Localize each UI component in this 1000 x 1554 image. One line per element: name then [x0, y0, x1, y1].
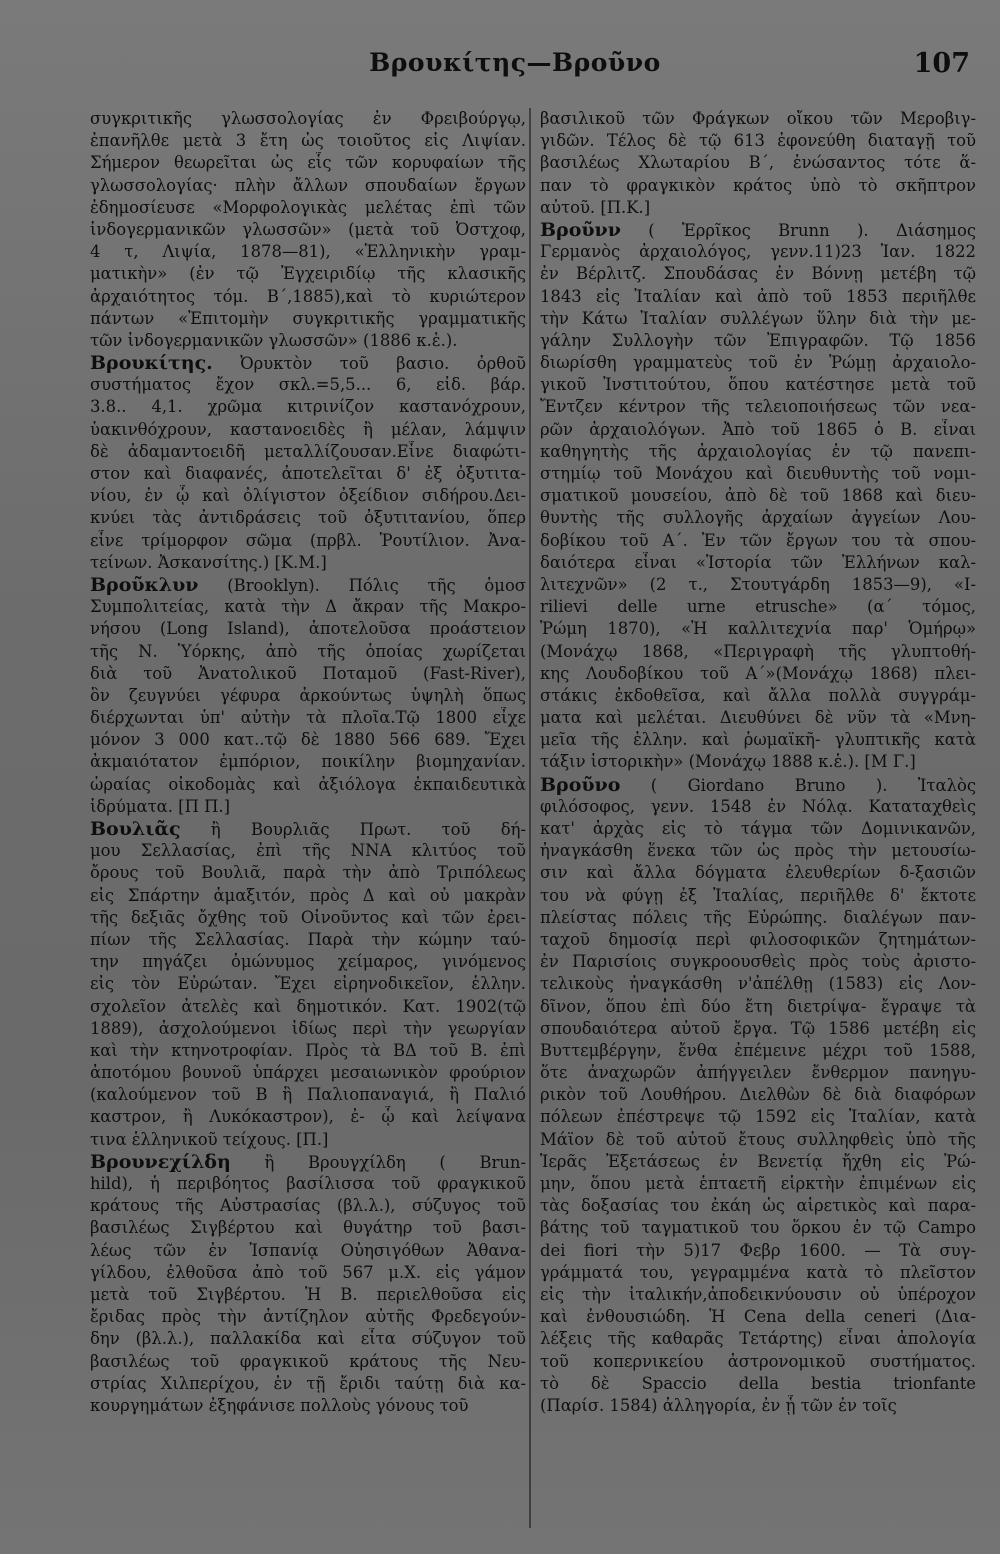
- line-text: καστρον, ἢ Λυκόκαστρον), ἐ- ᾧ καὶ λείψανα: [90, 1107, 526, 1127]
- text-line: [90, 796, 526, 818]
- text-line: [540, 241, 976, 263]
- line-text: δαιότερα εἶναι «Ἱστορία τῶν Ἑλλήνων καλ-: [540, 552, 976, 572]
- line-text: την πηγάζει ὁμώνυμος χείμαρος, γινόμενος: [90, 952, 526, 972]
- line-text: 1843 εἰς Ἰταλίαν καὶ ἀπὸ τοῦ 1853 περιῆλθε: [540, 286, 976, 306]
- text-line: [540, 1062, 976, 1084]
- text-line: [90, 130, 526, 152]
- text-line: [90, 663, 526, 685]
- line-text: ρικὸν τοῦ Λουθήρου. Διελθὼν δὲ διὰ διαφόρων: [540, 1085, 976, 1105]
- line-text: τῶν ἰνδογερμανικῶν γλωσσῶν» (1886 κ.ἑ.).: [90, 330, 458, 350]
- line-text: τὸ δὲ Spaccio della bestia trionfante: [540, 1373, 976, 1393]
- line-text: ὃν ζευγνύει γέφυρα ἀρκούντως ὑψηλὴ ὅπως: [90, 685, 526, 705]
- line-text: δοβίκου τοῦ Α΄. Ἐν τῶν ἔργων του τὰ σπου-: [540, 530, 976, 550]
- line-text: τὰς δοξασίας του ἐκάη ὡς αἱρετικὸς καὶ παρα-: [540, 1196, 976, 1216]
- text-line: [90, 286, 526, 308]
- line-text: δῖνον, ὅπου ἐπὶ δύο ἔτη διετρίψα- ἔγραψε τὰ: [540, 996, 976, 1016]
- line-text: ὅτε ἀναχωρῶν ἀπήγγειλεν ἔνθερμον πανηγυ-: [540, 1063, 976, 1083]
- line-text: ἀρχαιότητος τόμ. Β΄,1885),καὶ τὸ κυριώτερον: [90, 286, 526, 306]
- line-text: φιλόσοφος, γενν. 1548 ἐν Νόλᾳ. Καταταχθεὶς: [540, 796, 976, 816]
- line-text: καὶ ἐνθουσιώδη. Ἡ Cena della ceneri (Δια-: [540, 1307, 976, 1327]
- text-line: [90, 485, 526, 507]
- line-text: δην (βλ.λ.), παλλακίδα καὶ εἶτα σύζυγον τοῦ: [90, 1329, 526, 1349]
- line-text: μετὰ τοῦ Σιγβέρτου. Ἡ Β. περιελθοῦσα εἰς: [90, 1284, 526, 1304]
- line-text: κης Λουδοβίκου τοῦ Α΄»(Μονάχῳ 1868) πλει-: [540, 663, 976, 683]
- text-line: [540, 1240, 976, 1262]
- text-line: [540, 796, 976, 818]
- line-text: rilievi delle urne etrusche» (α΄ τόμος,: [540, 597, 976, 617]
- running-title: Βρουκίτης—Βροῦνο: [369, 48, 661, 77]
- text-line: [90, 1240, 526, 1262]
- text-line: [540, 1106, 976, 1128]
- line-text: λέως τῶν ἐν Ἰσπανίᾳ Οὐησιγόθων Ἀθανα-: [90, 1240, 526, 1260]
- text-line: [90, 885, 526, 907]
- text-line: [540, 707, 976, 729]
- text-line: [540, 729, 976, 751]
- text-line: [90, 685, 526, 707]
- line-text: τελικοὺς ἠναγκάσθη ν'ἀπέλθῃ (1583) εἰς Λον-: [540, 974, 976, 994]
- text-line: [540, 197, 976, 219]
- text-line: [90, 1040, 526, 1062]
- line-text: (Παρίσ. 1584) ἀλληγορία, ἐν ᾗ τῶν ἐν τοῖς: [540, 1395, 897, 1415]
- line-text: τῆς Ν. Ὑόρκης, ἀπὸ τῆς ὁποίας χωρίζεται: [90, 641, 526, 661]
- line-text: ἢ Βρουγχίλδη ( Brun-: [230, 1152, 526, 1172]
- page-header: [60, 48, 970, 88]
- text-line: [90, 241, 526, 263]
- line-text: ( Giordano Bruno ). Ἰταλὸς: [620, 775, 976, 795]
- text-line: [540, 1262, 976, 1284]
- entry-headword: Βροῦνν: [540, 218, 621, 241]
- text-line: [90, 552, 526, 574]
- line-text: 1889), ἀσχολούμενοι ἰδίως περὶ τὴν γεωργίαν: [90, 1018, 526, 1038]
- line-text: σματικοῦ μουσείου, ἀπὸ δὲ τοῦ 1868 καὶ διευ-: [540, 486, 976, 506]
- line-text: πάντων «Ἐπιτομὴν συγκριτικῆς γραμματικῆς: [90, 308, 526, 328]
- text-line: [90, 951, 526, 973]
- text-line: [90, 996, 526, 1018]
- line-text: διὰ τοῦ Ἀνατολικοῦ Ποταμοῦ (Fast-River),: [90, 663, 526, 683]
- text-line: [90, 574, 526, 596]
- text-line: [90, 396, 526, 418]
- right-column: [540, 108, 976, 1417]
- text-line: [540, 1129, 976, 1151]
- text-line: [540, 108, 976, 130]
- line-text: αὐτοῦ. [Π.Κ.]: [540, 197, 651, 217]
- line-text: πλείστας πόλεις τῆς Εὐρώπης. διαλέγων παν-: [540, 907, 976, 927]
- text-line: [90, 1217, 526, 1239]
- text-line: [90, 419, 526, 441]
- entry-headword: Βουλιᾶς: [90, 818, 181, 840]
- line-text: δὲ ἀδαμαντοειδῆ μεταλλίζουσαν.Εἶνε διαφώτι-: [90, 441, 526, 461]
- line-text: γράμματά του, γεγραμμένα κατὰ τὸ πλεῖστον: [540, 1262, 976, 1282]
- line-text: (Μονάχῳ 1868, «Περιγραφὴ τῆς γλυπτοθή-: [540, 641, 976, 661]
- line-text: στάκις ἐκδοθεῖσα, καὶ ἄλλα πολλὰ συγγράμ-: [540, 685, 976, 705]
- line-text: ἰνδογερμανικῶν γλωσσῶν» (μετὰ τοῦ Ὀστχοφ,: [90, 219, 526, 239]
- text-line: [540, 219, 976, 241]
- line-text: εἰς τὸν Εὐρώταν. Ἔχει εἰρηνοδικεῖον, ἑλλην.: [90, 974, 526, 994]
- text-line: [90, 1351, 526, 1373]
- text-line: [90, 352, 526, 374]
- text-line: [540, 374, 976, 396]
- line-text: Ῥώμη 1870), «Ἡ καλλιτεχνία παρ' Ὁμήρῳ»: [540, 619, 976, 639]
- line-text: τοῦ κοπερνικείου ἀστρονομικοῦ συστήματος.: [540, 1351, 976, 1371]
- line-text: σπουδαιότερα αὐτοῦ ἔργα. Τῷ 1586 μετέβη εἰς: [540, 1018, 976, 1038]
- text-line: [540, 1351, 976, 1373]
- text-line: [90, 840, 526, 862]
- text-line: [540, 951, 976, 973]
- entry-headword: Βρουκίτης.: [90, 352, 213, 375]
- line-text: ἐν Παρισίοις συγκροουσθεὶς πρὸς τοὺς ἀριστο-: [540, 952, 976, 972]
- line-text: νήσου (Long Island), ἀποτελοῦσα προάστειον: [90, 619, 526, 639]
- text-line: [540, 1217, 976, 1239]
- line-text: συγκριτικῆς γλωσσολογίας ἐν Φρειβούργῳ,: [90, 109, 526, 128]
- line-text: διέρχωνται ὑπ' αὐτὴν τὰ πλοῖα.Τῷ 1800 εἶχε: [90, 708, 526, 728]
- text-line: [90, 1106, 526, 1128]
- line-text: βασιλέως τοῦ φραγκικοῦ κράτους τῆς Νευ-: [90, 1351, 526, 1371]
- text-line: [540, 774, 976, 796]
- text-line: [540, 175, 976, 197]
- text-line: [90, 973, 526, 995]
- line-text: λέξεις τῆς καθαρᾶς Τετάρτης) εἶναι ἀπολογία: [540, 1329, 976, 1349]
- text-line: [90, 1195, 526, 1217]
- text-line: [540, 441, 976, 463]
- text-line: [90, 507, 526, 529]
- line-text: εἶνε τρίμορφον σῶμα (πρβλ. Ῥουτίλιον. Ἀνα-: [90, 530, 526, 550]
- line-text: Συμπολιτείας, κατὰ τὴν Δ ἄκραν τῆς Μακρο-: [90, 597, 526, 617]
- text-line: [90, 907, 526, 929]
- text-line: [540, 152, 976, 174]
- line-text: καὶ τὴν κτηνοτροφίαν. Πρὸς τὰ ΒΔ τοῦ Β. ἐπὶ: [90, 1040, 526, 1060]
- line-text: κατ' ἀρχὰς εἰς τὸ τάγμα τῶν Δομινικανῶν,: [540, 819, 976, 838]
- text-line: [540, 1151, 976, 1173]
- line-text: ὑακινθόχρουν, καστανοειδὲς ἢ μέλαν, λάμψιν: [90, 419, 526, 439]
- text-line: [90, 197, 526, 219]
- line-text: τάξιν ἱστορικὴν» (Μονάχῳ 1888 κ.ἑ.). [Μ Γ.]: [540, 752, 916, 772]
- text-line: [540, 574, 976, 596]
- line-text: ὡραίας οἰκοδομὰς καὶ ἀξιόλογα ἐκπαιδευτικὰ: [90, 774, 526, 794]
- line-text: διωρίσθη γραμματεὺς τοῦ ἐν Ῥώμῃ ἀρχαιολο-: [540, 353, 976, 373]
- line-text: ( Ἑρρῖκος Brunn ). Διάσημος: [620, 220, 976, 240]
- line-text: Σήμερον θεωρεῖται ὡς εἷς τῶν κορυφαίων τῆς: [90, 153, 526, 173]
- line-text: μόνον 3 000 κατ..τῷ δὲ 1880 566 689. Ἔχει: [90, 730, 526, 750]
- line-text: Ἔντζεν κέντρον τῆς τελειοποιήσεως τῶν νεα-: [540, 397, 976, 417]
- text-line: [540, 929, 976, 951]
- text-line: [90, 330, 526, 352]
- text-line: [540, 596, 976, 618]
- text-line: [90, 1151, 526, 1173]
- line-text: Μάϊον δὲ τοῦ αὐτοῦ ἔτους συλληφθεὶς ὑπὸ τῆς: [540, 1129, 976, 1149]
- text-line: [90, 1262, 526, 1284]
- line-text: hild), ἡ περιβόητος βασίλισσα τοῦ φραγκικοῦ: [90, 1174, 526, 1193]
- text-line: [540, 862, 976, 884]
- page-number: 107: [913, 48, 970, 79]
- text-line: [90, 308, 526, 330]
- text-line: [540, 1018, 976, 1040]
- line-text: Βυττεμβέργην, ἔνθα ἐπέμεινε μέχρι τοῦ 1588,: [540, 1040, 976, 1060]
- line-text: γίλδου, ἐλθοῦσα ἀπὸ τοῦ 567 μ.Χ. εἰς γάμον: [90, 1262, 526, 1282]
- line-text: γάλην Συλλογὴν τῶν Ἐπιγραφῶν. Τῷ 1856: [540, 330, 976, 350]
- text-line: [540, 818, 976, 840]
- text-line: [90, 729, 526, 751]
- line-text: συστήματος ἔχον σκλ.=5,5... 6, εἰδ. βάρ.: [90, 375, 526, 395]
- entry-headword: Βρουνεχίλδη: [90, 1150, 231, 1173]
- text-line: [90, 1395, 526, 1417]
- left-column: [90, 108, 526, 1417]
- text-line: [90, 862, 526, 884]
- text-line: [90, 641, 526, 663]
- line-text: ματικὴν» (ἐν τῷ Ἐγχειριδίῳ τῆς κλασικῆς: [90, 264, 526, 284]
- text-line: [540, 618, 976, 640]
- text-line: [540, 507, 976, 529]
- text-line: [90, 774, 526, 796]
- text-line: [90, 596, 526, 618]
- line-text: γλωσσολογίας· πλὴν ἄλλων σπουδαίων ἔργων: [90, 175, 526, 195]
- text-line: [540, 1284, 976, 1306]
- text-line: [540, 685, 976, 707]
- text-line: [540, 840, 976, 862]
- line-text: Γερμανὸς ἀρχαιολόγος, γενν.11)23 Ἰαν. 1822: [540, 242, 976, 262]
- line-text: κράτους τῆς Αὐστρασίας (βλ.λ.), σύζυγος τοῦ: [90, 1196, 526, 1216]
- text-line: [540, 308, 976, 330]
- text-line: [540, 286, 976, 308]
- line-text: παν τὸ φραγκικὸν κράτος ὑπὸ τὸ σκῆπτρον: [540, 175, 976, 195]
- text-line: [540, 552, 976, 574]
- line-text: στον καὶ διαφανές, ἀποτελεῖται δ' ἐξ ὀξυτιτα-: [90, 464, 526, 483]
- line-text: στημίῳ τοῦ Μονάχου καὶ διευθυντὴς τοῦ νομι-: [540, 464, 976, 483]
- text-line: [90, 1306, 526, 1328]
- line-text: ἀκμαιότατον ἐμπόριον, ποικίλην βιομηχανίαν.: [90, 752, 526, 772]
- line-text: εἰς Σπάρτην ἁμαξιτόν, πρὸς Δ καὶ οὐ μακρὰν: [90, 885, 526, 905]
- line-text: ἔριδας πρὸς τὴν ἀντίζηλον αὐτῆς Φρεδεγούν-: [90, 1307, 526, 1327]
- line-text: ματα καὶ μελέται. Διευθύνει δὲ νῦν τὰ «Μνη-: [540, 708, 976, 728]
- line-text: βάτης τοῦ ταγματικοῦ του ὅρκου ἐν τῷ Campo: [540, 1218, 976, 1238]
- line-text: βασιλέως Σιγβέρτου καὶ θυγάτηρ τοῦ βασι-: [90, 1218, 526, 1238]
- text-line: [540, 996, 976, 1018]
- line-text: ταχοῦ δημοσίᾳ περὶ φιλοσοφικῶν ζητημάτων-: [540, 929, 976, 949]
- text-line: [90, 751, 526, 773]
- line-text: βασιλέως Χλωταρίου Β΄, ἑνώσαντος τότε ἅ-: [540, 153, 976, 173]
- text-line: [90, 818, 526, 840]
- text-line: [540, 907, 976, 929]
- text-line: [540, 1395, 976, 1417]
- text-line: [90, 263, 526, 285]
- text-line: [540, 1195, 976, 1217]
- line-text: καθηγητὴς τῆς ἀρχαιολογίας ἐν τῷ πανεπι-: [540, 441, 976, 461]
- line-text: ἢ Βουρλιᾶς Πρωτ. τοῦ δή-: [180, 820, 526, 839]
- line-text: τείνων. Ἀσκανσίτης.) [Κ.Μ.]: [90, 552, 327, 572]
- line-text: κουργημάτων ἐξηφάνισε πολλοὺς γόνους τοῦ: [90, 1395, 469, 1415]
- line-text: γικοῦ Ἰνστιτούτου, ὅπου κατέστησε μετὰ τοῦ: [540, 375, 976, 395]
- line-text: ἐν Βέρλιτζ. Σπουδάσας ἐν Βόννῃ μετέβη τῷ: [540, 264, 976, 284]
- text-line: [90, 1062, 526, 1084]
- line-text: γιδῶν. Τέλος δὲ τῷ 613 ἐφονεύθη διαταγῇ τοῦ: [540, 131, 976, 151]
- text-line: [90, 618, 526, 640]
- text-line: [90, 441, 526, 463]
- line-text: τῆς δεξιᾶς ὄχθης τοῦ Οἰνοῦντος καὶ τῶν ἐρει-: [90, 907, 526, 927]
- line-text: 4 τ, Λιψία, 1878—81), «Ἑλληνικὴν γραμ-: [90, 242, 526, 262]
- text-line: [90, 530, 526, 552]
- text-line: [90, 1173, 526, 1195]
- column-rule: [529, 108, 531, 1528]
- text-line: [540, 1373, 976, 1395]
- text-line: [540, 1328, 976, 1350]
- line-text: ἐδημοσίευσε «Μορφολογικὰς μελέτας ἐπὶ τῶν: [90, 197, 526, 217]
- text-line: [90, 219, 526, 241]
- text-line: [90, 1284, 526, 1306]
- line-text: μην, ὅπου μετὰ ἑπταετῆ εἱρκτὴν ἐπιμένων εἰς: [540, 1174, 976, 1193]
- text-line: [540, 419, 976, 441]
- text-line: [540, 663, 976, 685]
- line-text: τὴν Κάτω Ἰταλίαν συλλέγων ὕλην διὰ τὴν με-: [540, 308, 976, 328]
- line-text: ἱδρύματα. [Π Π.]: [90, 796, 230, 816]
- text-line: [90, 1373, 526, 1395]
- line-text: ἐπανῆλθε μετὰ 3 ἔτη ὡς τοιοῦτος εἰς Λιψίαν.: [90, 131, 526, 151]
- text-line: [540, 1084, 976, 1106]
- line-text: dei fiori τὴν 5)17 Φεβρ 1600. — Τὰ συγ-: [540, 1240, 976, 1260]
- line-text: του νὰ φύγῃ ἐξ Ἰταλίας, περιῆλθε δ' ἔκτοτε: [540, 885, 976, 905]
- text-line: [540, 1173, 976, 1195]
- line-text: Ἱερᾶς Ἐξετάσεως ἐν Βενετίᾳ ἤχθη εἰς Ῥώ-: [540, 1151, 976, 1171]
- line-text: ἀποτόμου βουνοῦ ὑπάρχει μεσαιωνικὸν φρούριον: [90, 1063, 526, 1083]
- line-text: ρῶν ἀρχαιολόγων. Ἀπὸ τοῦ 1865 ὁ Β. εἶναι: [540, 419, 976, 439]
- line-text: (Brooklyn). Πόλις τῆς ὁμοσ: [198, 575, 526, 595]
- text-line: [540, 396, 976, 418]
- text-line: [540, 263, 976, 285]
- text-line: [540, 885, 976, 907]
- text-line: [90, 175, 526, 197]
- line-text: νίου, ἐν ᾧ καὶ ὀλίγιστον ὀξείδιον σιδήρου.Δει-: [90, 486, 526, 506]
- line-text: σιν καὶ ἄλλα δόγματα ἐλευθερίων δ-ξασιῶν: [540, 863, 976, 883]
- line-text: μου Σελλασίας, ἐπὶ τῆς ΝΝΑ κλιτύος τοῦ: [90, 841, 526, 861]
- text-line: [90, 152, 526, 174]
- text-line: [540, 641, 976, 663]
- text-line: [90, 929, 526, 951]
- text-line: [90, 1129, 526, 1151]
- line-text: βασιλικοῦ τῶν Φράγκων οἴκου τῶν Μεροβιγ-: [540, 109, 976, 128]
- text-line: [540, 1040, 976, 1062]
- line-text: μεῖα τῆς ἑλλην. καὶ ῥωμαϊκῆ- γλυπτικῆς κατὰ: [540, 730, 976, 750]
- text-line: [540, 330, 976, 352]
- text-line: [90, 108, 526, 130]
- text-line: [540, 751, 976, 773]
- line-text: πόλεων ἐπέστρεψε τῷ 1592 εἰς Ἰταλίαν, κατὰ: [540, 1107, 976, 1127]
- line-text: 3.8.. 4,1. χρῶμα κιτρινίζον καστανόχρουν,: [90, 397, 526, 417]
- line-text: λιτεχνῶν» (2 τ., Στουτγάρδη 1853—9), «I-: [540, 574, 976, 594]
- text-line: [90, 1018, 526, 1040]
- text-line: [540, 973, 976, 995]
- text-line: [540, 352, 976, 374]
- line-text: σχολεῖον ἀτελὲς καὶ δημοτικόν. Κατ. 1902(τῷ: [90, 996, 526, 1016]
- line-text: Ὀρυκτὸν τοῦ βασιο. ὀρθοῦ: [212, 354, 526, 374]
- text-line: [90, 1328, 526, 1350]
- text-line: [90, 374, 526, 396]
- line-text: τινα ἑλληνικοῦ τείχους. [Π.]: [90, 1129, 329, 1149]
- text-line: [540, 530, 976, 552]
- line-text: (καλούμενον τοῦ Β ἢ Παλιοπαναγιά, ἢ Παλιό: [90, 1085, 526, 1105]
- text-line: [540, 463, 976, 485]
- entry-headword: Βροῦνο: [540, 773, 621, 796]
- line-text: εἰς τὴν ἰταλικήν,ἀποδεικνύουσιν οὐ ὑπέροχον: [540, 1284, 976, 1304]
- line-text: θυντὴς τῆς συλλογῆς ἀρχαίων ἀγγείων Λου-: [540, 508, 976, 528]
- text-line: [540, 485, 976, 507]
- text-line: [90, 707, 526, 729]
- line-text: ἠναγκάσθη ἕνεκα τῶν ὡς πρὸς τὴν μετουσίω-: [540, 841, 976, 861]
- line-text: ὄρους τοῦ Βουλιᾶ, παρὰ τὴν ἀπὸ Τριπόλεως: [90, 863, 526, 883]
- text-line: [90, 463, 526, 485]
- line-text: πίων τῆς Σελλασίας. Παρὰ τὴν κώμην ταύ-: [90, 929, 526, 949]
- text-line: [540, 1306, 976, 1328]
- line-text: κνύει τὰς ἀντιδράσεις τοῦ ὀξυτιτανίου, ὅπερ: [90, 508, 526, 528]
- entry-headword: Βροῦκλυν: [90, 573, 199, 596]
- line-text: στρίας Χιλπερίχου, ἐν τῇ ἔριδι ταύτῃ διὰ κα-: [90, 1373, 526, 1393]
- text-line: [540, 130, 976, 152]
- text-line: [90, 1084, 526, 1106]
